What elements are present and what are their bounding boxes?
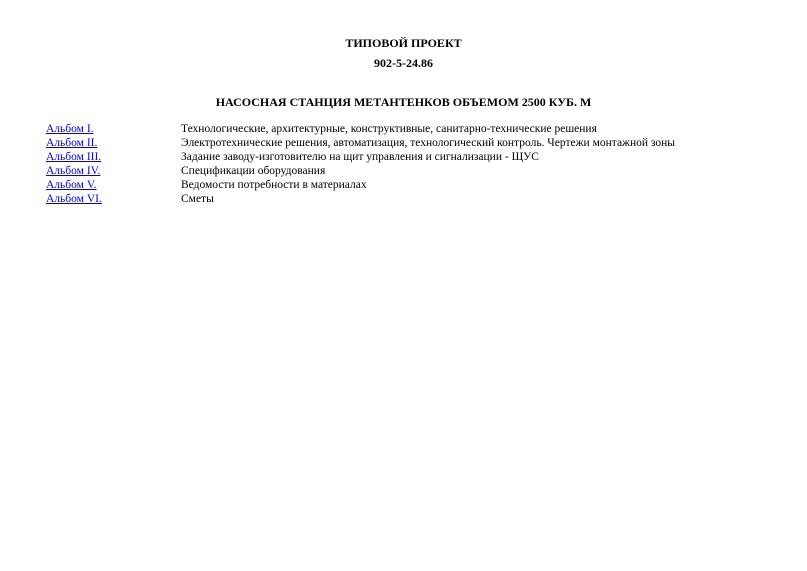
album-link-5[interactable]: Альбом V. [46, 179, 97, 191]
album-description-4: Спецификации оборудования [181, 165, 326, 177]
album-link-3[interactable]: Альбом III. [46, 151, 102, 163]
album-link-4[interactable]: Альбом IV. [46, 165, 101, 177]
album-link-6[interactable]: Альбом VI. [46, 193, 102, 205]
album-description-6: Сметы [181, 193, 214, 205]
album-row-4 [46, 164, 786, 178]
album-description-5: Ведомости потребности в материалах [181, 179, 367, 191]
album-row-6 [46, 192, 786, 206]
album-list [46, 122, 786, 206]
album-description-3: Задание заводу-изготовителю на щит управления и сигнализации - ЩУС [181, 151, 539, 163]
album-link-2[interactable]: Альбом II. [46, 137, 98, 149]
album-description-1: Технологические, архитектурные, конструктивные, санитарно-технические решения [181, 123, 597, 135]
album-row-1 [46, 122, 786, 136]
album-description-2: Электротехнические решения, автоматизация, технологический контроль. Чертежи монтажной зоны [181, 137, 676, 149]
project-code: 902-5-24.86 [374, 56, 433, 70]
project-title: НАСОСНАЯ СТАНЦИЯ МЕТАНТЕНКОВ ОБЪЕМОМ 2500 КУБ. М [215, 95, 592, 109]
album-row-5 [46, 178, 786, 192]
album-link-1[interactable]: Альбом I. [46, 123, 94, 135]
album-row-2 [46, 136, 786, 150]
document-type-heading: ТИПОВОЙ ПРОЕКТ [345, 36, 462, 50]
album-row-3 [46, 150, 786, 164]
